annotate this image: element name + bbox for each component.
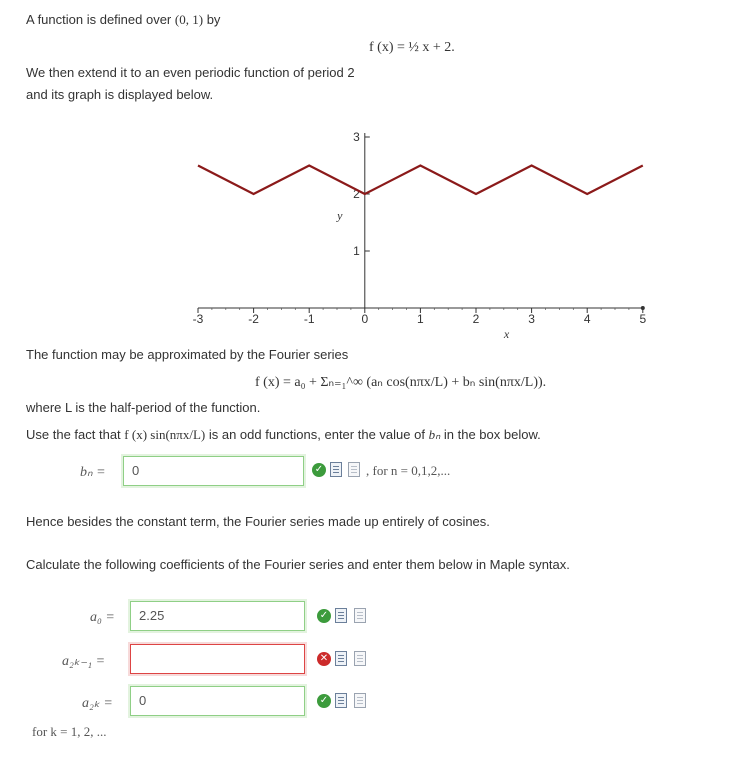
preview-icon[interactable] — [335, 608, 347, 623]
intro-line1 — [26, 12, 220, 28]
hint-var: bₙ — [428, 427, 441, 442]
help-document-icon[interactable] — [354, 651, 366, 666]
y-tick-label: 1 — [353, 244, 360, 258]
x-axis-label: x — [503, 327, 510, 341]
y-tick-label: 3 — [353, 130, 360, 144]
bn-label: bₙ = — [80, 465, 106, 480]
cosine-note: Hence besides the constant term, the Fourier series made up entirely of cosines. — [26, 514, 490, 529]
x-tick-label: 5 — [639, 312, 647, 326]
a0-label: a₀ = — [90, 610, 115, 625]
intro-by: by — [206, 12, 221, 27]
y-tick-label: 2 — [353, 187, 360, 201]
function-curve — [198, 166, 643, 195]
x-tick-label: 1 — [417, 312, 424, 326]
calc-instructions: Calculate the following coefficients of the Fourier series and enter them below in Maple syntax. — [26, 557, 570, 572]
intro-text: A function is defined over — [26, 12, 172, 27]
hint-post: is an odd functions, enter the value of — [208, 427, 425, 442]
function-formula: f (x) = ½ x + 2. — [369, 40, 455, 55]
function-graph — [0, 110, 729, 360]
bn-range: , for n = 0,1,2,... — [366, 463, 451, 478]
a2k-minus-1-label: a₂ₖ₋₁ = — [62, 654, 106, 669]
cross-icon: ✕ — [317, 652, 331, 666]
x-tick-label: -1 — [303, 312, 315, 326]
intro-interval: (0, 1) — [174, 12, 204, 27]
fourier-intro: The function may be approximated by the Fourier series — [26, 347, 349, 362]
x-tick-label: 3 — [528, 312, 535, 326]
hint-end: in the box below. — [443, 427, 541, 442]
preview-icon[interactable] — [330, 462, 342, 477]
a2k-minus-1-input[interactable] — [130, 644, 305, 674]
half-period-note: where L is the half-period of the function. — [26, 400, 261, 415]
help-document-icon[interactable] — [354, 608, 366, 623]
extend-line1: We then extend it to an even periodic function of period 2 — [26, 65, 355, 80]
x-tick-label: 2 — [472, 312, 480, 326]
x-tick-label: 4 — [583, 312, 591, 326]
x-tick-label: -3 — [192, 312, 204, 326]
preview-icon[interactable] — [335, 693, 347, 708]
x-tick-label: -2 — [248, 312, 259, 326]
a2k-input[interactable]: 0 — [130, 686, 305, 716]
check-icon: ✓ — [312, 463, 326, 477]
check-icon: ✓ — [317, 694, 331, 708]
a0-input[interactable]: 2.25 — [130, 601, 305, 631]
odd-function-hint — [26, 427, 541, 443]
extend-line2: and its graph is displayed below. — [26, 87, 214, 102]
preview-icon[interactable] — [335, 651, 347, 666]
hint-pre: Use the fact that — [26, 427, 121, 442]
hint-expr: f (x) sin(nπx/L) — [124, 427, 206, 442]
help-document-icon[interactable] — [348, 462, 360, 477]
help-document-icon[interactable] — [354, 693, 366, 708]
y-axis-label: y — [337, 208, 343, 223]
k-range: for k = 1, 2, ... — [32, 724, 107, 739]
fourier-formula: f (x) = a₀ + Σₙ₌₁^∞ (aₙ cos(nπx/L) + bₙ sin(nπx/L)). — [255, 375, 547, 390]
check-icon: ✓ — [317, 609, 331, 623]
bn-input[interactable]: 0 — [123, 456, 304, 486]
a2k-label: a₂ₖ = — [82, 696, 113, 711]
x-tick-label: 0 — [361, 312, 369, 326]
